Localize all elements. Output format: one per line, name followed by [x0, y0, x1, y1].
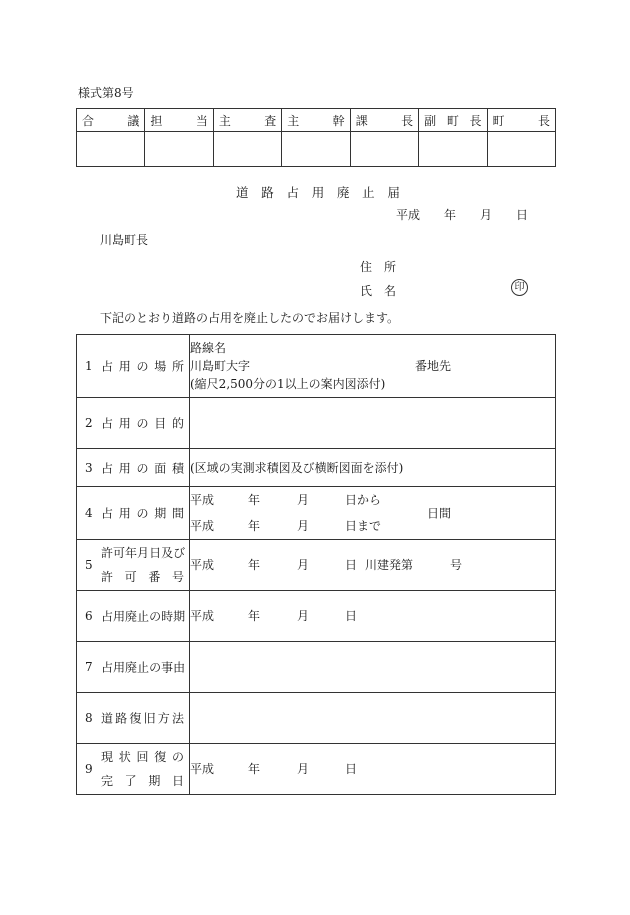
seal-mark: 印: [511, 279, 528, 296]
approval-header-cell: [282, 109, 350, 132]
label-char: 期: [173, 609, 186, 624]
completion-date-cell[interactable]: [190, 744, 556, 795]
approval-header-cell: [350, 109, 418, 132]
label-char: 占: [101, 461, 114, 475]
place-suffix: 番地先: [415, 359, 452, 373]
permit-suffix: 号: [450, 558, 463, 572]
period-from-label: 日から: [345, 493, 382, 507]
approval-stamp-cell[interactable]: [487, 132, 555, 167]
item-number: 1: [85, 359, 93, 373]
item-number: 9: [85, 762, 93, 776]
approval-header-label: [493, 112, 550, 129]
applicant-name-label: 氏 名: [360, 284, 397, 298]
abolition-date-cell[interactable]: [190, 591, 556, 642]
label-char: 用: [118, 416, 131, 431]
year-label: 年: [248, 609, 261, 623]
table-row: [77, 335, 556, 398]
label-char: 番: [148, 570, 161, 584]
day-label: 日: [345, 558, 358, 572]
label-char: 現: [101, 750, 114, 764]
place-value-cell[interactable]: [190, 335, 556, 398]
label-char: 完: [101, 774, 114, 788]
table-row: [77, 449, 556, 487]
item-label-cell: [77, 487, 190, 540]
item-label: [101, 541, 184, 589]
label-char: 長: [469, 113, 482, 128]
label-char: 可: [113, 546, 126, 560]
era-label: 平成: [396, 208, 421, 222]
item-label: [101, 415, 184, 432]
item-label: [101, 745, 184, 793]
place-note: (縮尺2,500分の1以上の案内図添付): [190, 377, 386, 391]
approval-header-cell: [487, 109, 555, 132]
title-char: 届: [387, 185, 400, 200]
item-number: 2: [85, 416, 93, 430]
label-char: 期: [154, 506, 167, 521]
approval-stamp-table: [76, 108, 556, 167]
label-char: 用: [118, 506, 131, 521]
label-char: 方: [157, 711, 170, 726]
approval-header-cell: [77, 109, 145, 132]
permit-date-row: [190, 552, 555, 578]
permit-prefix: 川建発第: [365, 558, 414, 572]
label-char: 町: [492, 113, 505, 128]
item-label: [101, 659, 184, 676]
month-label: 月: [297, 493, 310, 507]
area-value-cell[interactable]: [190, 449, 556, 487]
document-title: [236, 183, 400, 201]
approval-stamp-cell[interactable]: [77, 132, 145, 167]
label-char: 道: [101, 711, 114, 726]
label-char: 日: [149, 546, 162, 560]
label-char: 長: [401, 113, 414, 128]
permit-value-cell[interactable]: [190, 540, 556, 591]
label-char: び: [173, 546, 186, 560]
label-char: 主: [287, 113, 300, 128]
label-char: 査: [264, 113, 277, 128]
label-char: 日: [171, 774, 184, 788]
label-char: 回: [136, 750, 149, 764]
abolition-reason-cell[interactable]: [190, 642, 556, 693]
lead-text: 下記のとおり道路の占用を廃止したのでお届けします。: [100, 311, 400, 325]
table-row: [77, 744, 556, 795]
label-char: 用: [113, 609, 126, 624]
applicant-address-label: 住 所: [360, 260, 397, 274]
label-char: 積: [171, 461, 184, 475]
label-char: 用: [118, 359, 131, 374]
approval-header-row: [77, 109, 556, 132]
label-char: 由: [173, 660, 186, 675]
day-label: 日: [345, 609, 358, 623]
label-char: 主: [218, 113, 231, 128]
abolition-date-row: [190, 603, 555, 629]
label-char: 許: [101, 570, 114, 584]
item-label-cell: [77, 693, 190, 744]
label-char: 課: [355, 113, 368, 128]
approval-stamp-row: [77, 132, 556, 167]
item-label: [101, 358, 184, 375]
label-char: 担: [150, 113, 163, 128]
label-char: 了: [124, 774, 137, 788]
title-char: 廃: [336, 185, 350, 200]
item-label: [101, 710, 184, 727]
approval-header-label: [150, 112, 207, 129]
label-char: 年: [125, 546, 138, 560]
month-label: 月: [480, 208, 493, 222]
period-to-row: [190, 513, 555, 539]
table-row: [77, 487, 556, 540]
item-label-cell: [77, 642, 190, 693]
label-char: 占: [101, 660, 114, 675]
title-char: 路: [261, 185, 274, 200]
item-label: [101, 608, 184, 625]
item-label-line: [101, 769, 184, 793]
year-label: 年: [248, 519, 261, 533]
item-label-cell: [77, 449, 190, 487]
approval-stamp-cell[interactable]: [213, 132, 281, 167]
label-char: 廃: [125, 609, 138, 624]
item-label-cell: [77, 540, 190, 591]
label-char: 占: [101, 416, 114, 431]
period-days-label: 日間: [427, 506, 452, 521]
item-number: 5: [85, 558, 93, 572]
approval-header-label: [356, 112, 413, 129]
approval-header-cell: [145, 109, 213, 132]
item-number: 4: [85, 506, 93, 520]
label-char: 許: [101, 546, 114, 560]
addressee: 川島町長: [100, 233, 149, 247]
day-label: 日: [516, 208, 529, 222]
title-char: 道: [236, 185, 249, 200]
label-char: 号: [171, 570, 184, 584]
era-label: 平成: [190, 519, 215, 533]
month-label: 月: [297, 558, 310, 572]
item-label-cell: [77, 591, 190, 642]
label-char: 止: [137, 660, 150, 675]
table-row: [77, 540, 556, 591]
item-label-cell: [77, 744, 190, 795]
label-char: 用: [113, 660, 126, 675]
label-char: の: [136, 416, 149, 431]
label-char: 幹: [332, 113, 345, 128]
approval-header-cell: [213, 109, 281, 132]
completion-date-row: [190, 756, 555, 782]
label-char: 期: [148, 774, 161, 788]
day-label: 日: [345, 762, 358, 776]
approval-header-label: [219, 112, 276, 129]
label-char: 目: [154, 416, 167, 431]
label-char: 事: [161, 660, 174, 675]
label-char: 路: [115, 711, 128, 726]
label-char: 法: [171, 711, 184, 726]
item-label: [101, 459, 184, 476]
restoration-method-cell[interactable]: [190, 693, 556, 744]
approval-stamp-cell[interactable]: [282, 132, 350, 167]
label-char: 的: [171, 416, 184, 431]
label-char: 場: [154, 359, 167, 374]
era-label: 平成: [190, 762, 215, 776]
label-char: 議: [127, 113, 140, 128]
year-label: 年: [444, 208, 457, 222]
label-char: の: [171, 750, 184, 764]
route-name-label: 路線名: [190, 341, 227, 355]
label-char: 副: [424, 113, 437, 128]
label-char: 止: [137, 609, 150, 624]
purpose-value-cell[interactable]: [190, 398, 556, 449]
label-char: 可: [124, 570, 137, 584]
approval-header-label: [287, 112, 344, 129]
approval-header-cell: [419, 109, 487, 132]
approval-header-label: [82, 112, 139, 129]
month-label: 月: [297, 519, 310, 533]
label-char: 旧: [143, 711, 156, 726]
table-row: [77, 693, 556, 744]
table-row: [77, 642, 556, 693]
label-char: の: [136, 461, 149, 475]
place-line: [190, 357, 555, 375]
year-label: 年: [248, 493, 261, 507]
label-char: 廃: [125, 660, 138, 675]
month-label: 月: [297, 609, 310, 623]
title-char: 止: [362, 185, 375, 200]
item-label-line: [101, 541, 184, 565]
label-char: 及: [161, 546, 174, 560]
label-char: 町: [446, 113, 459, 128]
approval-stamp-cell[interactable]: [350, 132, 418, 167]
label-char: の: [149, 660, 162, 675]
era-label: 平成: [190, 493, 215, 507]
label-char: の: [136, 506, 149, 521]
title-char: 用: [311, 185, 325, 200]
area-note: (区域の実測求積図及び横断図面を添付): [190, 461, 404, 475]
approval-stamp-cell[interactable]: [145, 132, 213, 167]
item-number: 3: [85, 460, 93, 475]
form-number: 様式第8号: [78, 86, 134, 100]
title-char: 占: [286, 185, 299, 200]
label-char: 長: [537, 113, 550, 128]
label-char: 占: [101, 359, 114, 374]
label-char: の: [149, 609, 162, 624]
period-value-cell[interactable]: [190, 487, 556, 540]
label-char: 状: [118, 750, 131, 764]
item-label-cell: [77, 335, 190, 398]
era-label: 平成: [190, 609, 215, 623]
approval-header-label: [424, 112, 481, 129]
label-char: 占: [101, 506, 114, 521]
label-char: 当: [195, 113, 208, 128]
year-label: 年: [248, 558, 261, 572]
item-number: 6: [85, 609, 93, 623]
label-char: 月: [137, 546, 150, 560]
period-to-label: 日まで: [345, 519, 382, 533]
item-label-line: [101, 745, 184, 769]
label-char: 復: [129, 711, 142, 726]
item-label-cell: [77, 398, 190, 449]
notification-table: [76, 334, 556, 795]
era-label: 平成: [190, 558, 215, 572]
label-char: 占: [101, 609, 114, 624]
table-row: [77, 398, 556, 449]
item-number: 7: [85, 660, 93, 674]
label-char: 復: [154, 750, 167, 764]
label-char: 所: [171, 359, 184, 374]
year-label: 年: [248, 762, 261, 776]
table-row: [77, 591, 556, 642]
period-from-row: [190, 487, 555, 513]
approval-stamp-cell[interactable]: [419, 132, 487, 167]
item-label: [101, 505, 184, 522]
label-char: の: [136, 359, 149, 374]
month-label: 月: [297, 762, 310, 776]
label-char: 合: [82, 113, 95, 128]
item-number: 8: [85, 711, 93, 725]
place-prefix: 川島町大字: [190, 359, 251, 373]
label-char: 面: [154, 461, 167, 475]
item-label-line: [101, 565, 184, 589]
label-char: 時: [161, 609, 174, 624]
label-char: 間: [171, 506, 184, 521]
label-char: 用: [118, 461, 131, 475]
